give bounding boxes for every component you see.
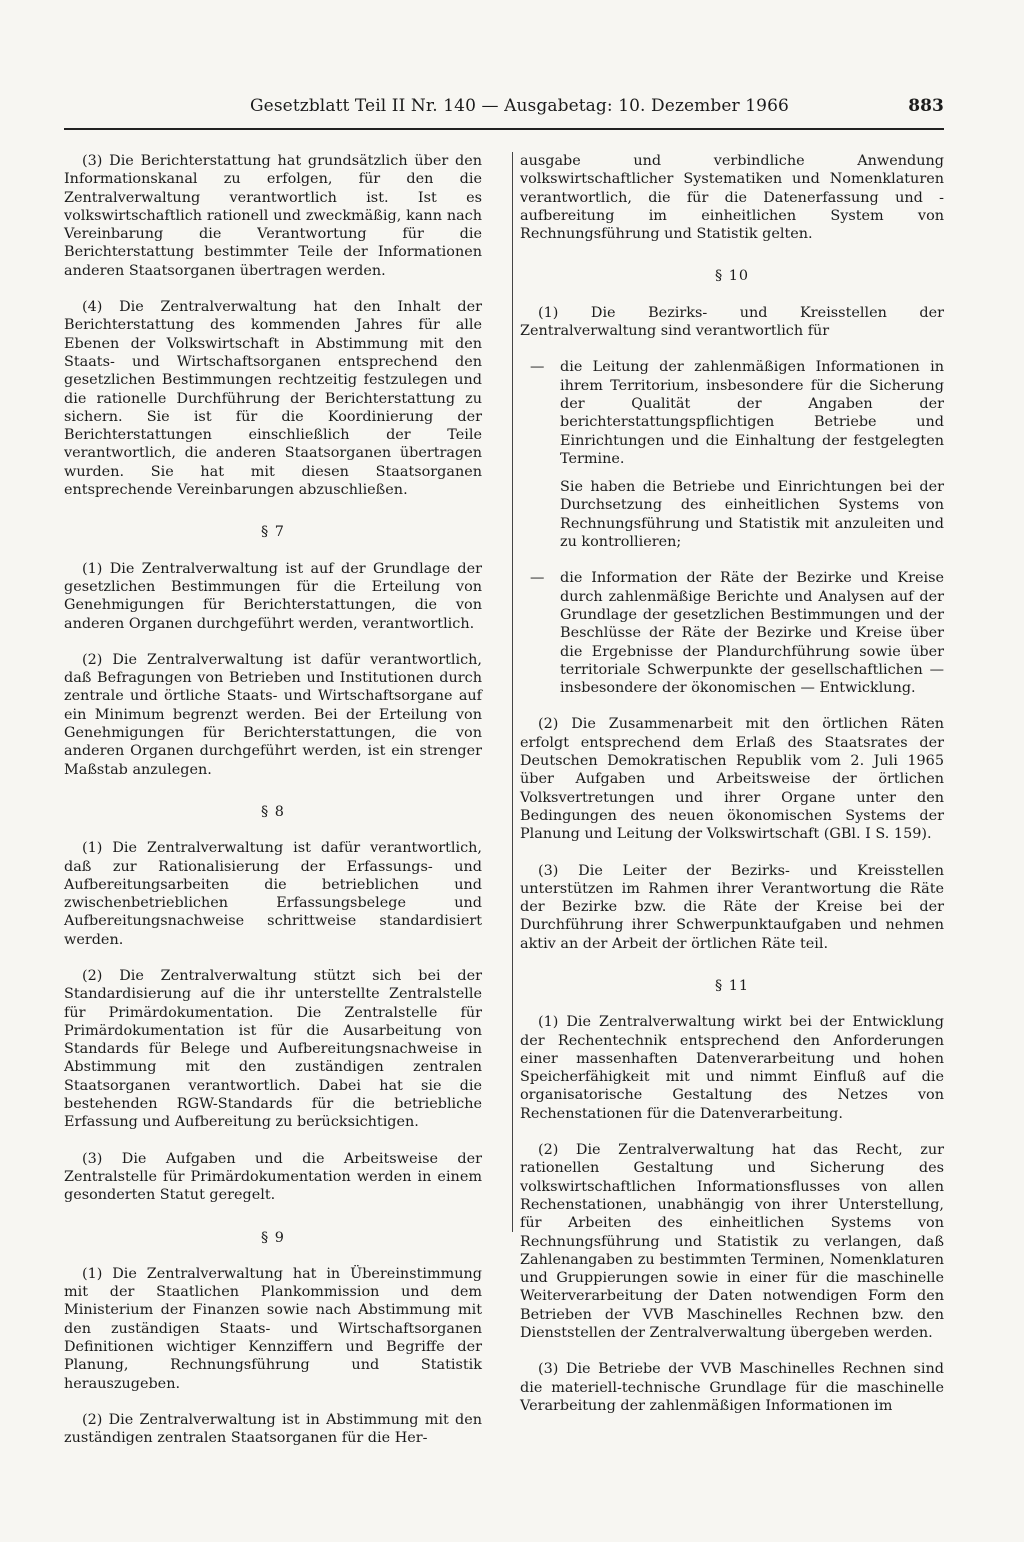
page-number: 883 xyxy=(908,96,944,116)
list-item-continuation: Sie haben die Betriebe und Einrichtungen bei der Durchsetzung des einheitlichen Systems von Rechnungsführung und Statistik mit anzuleiten und zu kontrollieren; xyxy=(560,479,944,551)
section-8-heading: § 8 xyxy=(261,803,285,820)
list-item xyxy=(520,358,944,551)
paragraph-9-1: (1) Die Zentralverwaltung hat in Übereinstimmung mit der Staatlichen Plankommission und dem Ministerium der Finanzen sowie nach Abstimmung mit den zuständigen Staats- und Wirtschaftsorganen Definitionen wichtiger Kennziffern und Begriffe der Planung, Rechnungsführung und Statistik herauszugeben. xyxy=(64,1265,482,1392)
paragraph-11-2: (2) Die Zentralverwaltung hat das Recht, zur rationellen Gestaltung und Sicherung des volkswirtschaftlichen Informationsflusses von allen Rechenstationen, unabhängig von ihrer Unterstellung, für Arbeiten des einheitlichen Systems von Rechnungsführung und Statistik zu verlangen, daß Zahlenangaben zu bestimmten Terminen, Nomenklaturen und Gruppierungen sowie in einer für die maschinelle Weiterverarbeitung der Daten notwendigen Form den Betrieben der VVB Maschinelles Rechnen bzw. den Dienststellen der Zentralverwaltung übergeben werden. xyxy=(520,1142,944,1342)
paragraph-8-2: (2) Die Zentralverwaltung stützt sich bei der Standardisierung auf die ihr unterstellte Zentralstelle für Primärdokumentation. Die Zentralstelle für Primärdokumentation ist für die Ausarbeitung von Standards für Belege und Aufbereitungsnachweise in Abstimmung mit den zuständigen zentralen Staatsorganen verantwortlich. Dabei hat sie die bestehenden RGW-Standards für die betriebliche Erfassung und Aufbereitung zu berücksichtigen. xyxy=(64,967,482,1131)
paragraph-8-3: (3) Die Aufgaben und die Arbeitsweise der Zentralstelle für Primärdokumentation werden in einem gesonderten Statut geregelt. xyxy=(64,1150,482,1204)
paragraph-9-2-continued: ausgabe und verbindliche Anwendung volkswirtschaftlicher Systematiken und Nomenklaturen verantwortlich, die für die Datenerfassung und -aufbereitung im einheitlichen System von Rechnungsführung und Statistik gelten. xyxy=(520,153,944,243)
paragraph-10-3: (3) Die Leiter der Bezirks- und Kreisstellen unterstützen im Rahmen ihrer Verantwortung die Räte der Bezirke bzw. die Räte der Kreise bei der Durchführung ihrer Schwerpunktaufgaben und nehmen aktiv an der Arbeit der örtlichen Räte teil. xyxy=(520,862,944,952)
responsibility-list xyxy=(520,358,944,697)
paragraph-10-1: (1) Die Bezirks- und Kreisstellen der Zentralverwaltung sind verantwortlich für xyxy=(520,304,944,340)
column-divider xyxy=(512,152,513,1232)
header-rule xyxy=(64,128,944,130)
section-7-heading: § 7 xyxy=(261,524,285,541)
paragraph-9-2: (2) Die Zentralverwaltung ist in Abstimmung mit den zuständigen zentralen Staatsorganen für die Her- xyxy=(64,1411,482,1447)
header-title: Gesetzblatt Teil II Nr. 140 — Ausgabetag: 10. Dezember 1966 xyxy=(250,96,789,116)
paragraph-11-1: (1) Die Zentralverwaltung wirkt bei der Entwicklung der Rechentechnik entsprechend den Anforderungen einer massenhaften Datenverarbeitung und hohen Speicherfähigkeit mit und nimmt Einfluß auf die organisatorische Gestaltung des Netzes von Rechenstationen für die Datenverarbeitung. xyxy=(520,1014,944,1122)
paragraph-10-2: (2) Die Zusammenarbeit mit den örtlichen Räten erfolgt entsprechend dem Erlaß des Staatsrates der Deutschen Demokratischen Republik vom 2. Juli 1965 über Aufgaben und Arbeitsweise der örtlichen Volksvertretungen und ihrer Organe unter den Bedingungen des neuen ökonomischen Systems der Planung und Leitung der Volkswirtschaft (GBl. I S. 159). xyxy=(520,716,944,843)
list-item-text: die Leitung der zahlenmäßigen Informationen in ihrem Territorium, insbesondere für die Sicherung der Qualität der Angaben der berichterstattungspflichtigen Betriebe und Einrichtungen und die Einhaltung der festgelegten Termine. xyxy=(560,359,944,467)
dash-bullet: — xyxy=(530,570,545,587)
right-column xyxy=(520,152,944,1448)
list-item-text: die Information der Räte der Bezirke und Kreise durch zahlenmäßige Berichte und Analysen auf der Grundlage der gesetzlichen Bestimmungen und der Beschlüsse der Räte der Bezirke und Kreise über die Ergebnisse der Plandurchführung sowie über territoriale Schwerpunkte der gesellschaftlichen — insbesondere der ökonomischen — Entwicklung. xyxy=(560,570,944,697)
section-11-heading: § 11 xyxy=(714,977,750,994)
list-item xyxy=(520,569,944,697)
section-10-heading: § 10 xyxy=(714,268,750,285)
paragraph-6-4: (4) Die Zentralverwaltung hat den Inhalt der Berichterstattung des kommenden Jahres für alle Ebenen der Volkswirtschaft in Abstimmung mit den Staats- und Wirtschaftsorganen entsprechend den gesetzlichen Bestimmungen rechtzeitig festzulegen und die rationelle Durchführung der Berichterstattung zu sichern. Sie ist für die Koordinierung der Berichterstattungen einschließlich der Teile verantwortlich, die anderen Staatsorganen übertragen wurden. Sie hat mit diesen Staatsorganen entsprechende Vereinbarungen abzuschließen. xyxy=(64,299,482,499)
paragraph-6-3: (3) Die Berichterstattung hat grundsätzlich über den Informationskanal zu erfolgen, für den die Zentralverwaltung verantwortlich ist. Ist es volkswirtschaftlich rationell und zweckmäßig, kann nach Vereinbarung die Verantwortung für die Berichterstattung bestimmter Teile der Informationen anderen Staatsorganen übertragen werden. xyxy=(64,153,482,279)
paragraph-7-2: (2) Die Zentralverwaltung ist dafür verantwortlich, daß Befragungen von Betrieben und Institutionen durch zentrale und örtliche Staats- und Wirtschaftsorgane auf ein Minimum begrenzt werden. Bei der Erteilung von Genehmigungen für Berichterstattungen, die von anderen Organen durchgeführt werden, ist ein strenger Maßstab anzulegen. xyxy=(64,651,482,778)
page-header xyxy=(64,96,944,122)
section-9-heading: § 9 xyxy=(261,1229,285,1246)
dash-bullet: — xyxy=(530,359,545,376)
paragraph-11-3: (3) Die Betriebe der VVB Maschinelles Rechnen sind die materiell-technische Grundlage für die maschinelle Verarbeitung der zahlenmäßigen Informationen im xyxy=(520,1361,944,1414)
two-column-body xyxy=(64,152,944,1448)
paragraph-8-1: (1) Die Zentralverwaltung ist dafür verantwortlich, daß zur Rationalisierung der Erfassungs- und Aufbereitungsarbeiten die betrieblichen und zwischenbetrieblichen Erfassungsbelege und Aufbereitungsnachweise schrittweise standardisiert werden. xyxy=(64,840,482,948)
paragraph-7-1: (1) Die Zentralverwaltung ist auf der Grundlage der gesetzlichen Bestimmungen für die Erteilung von Genehmigungen für Berichterstattungen, die von anderen Organen durchgeführt werden, verantwortlich. xyxy=(64,560,482,632)
left-column xyxy=(64,152,482,1448)
